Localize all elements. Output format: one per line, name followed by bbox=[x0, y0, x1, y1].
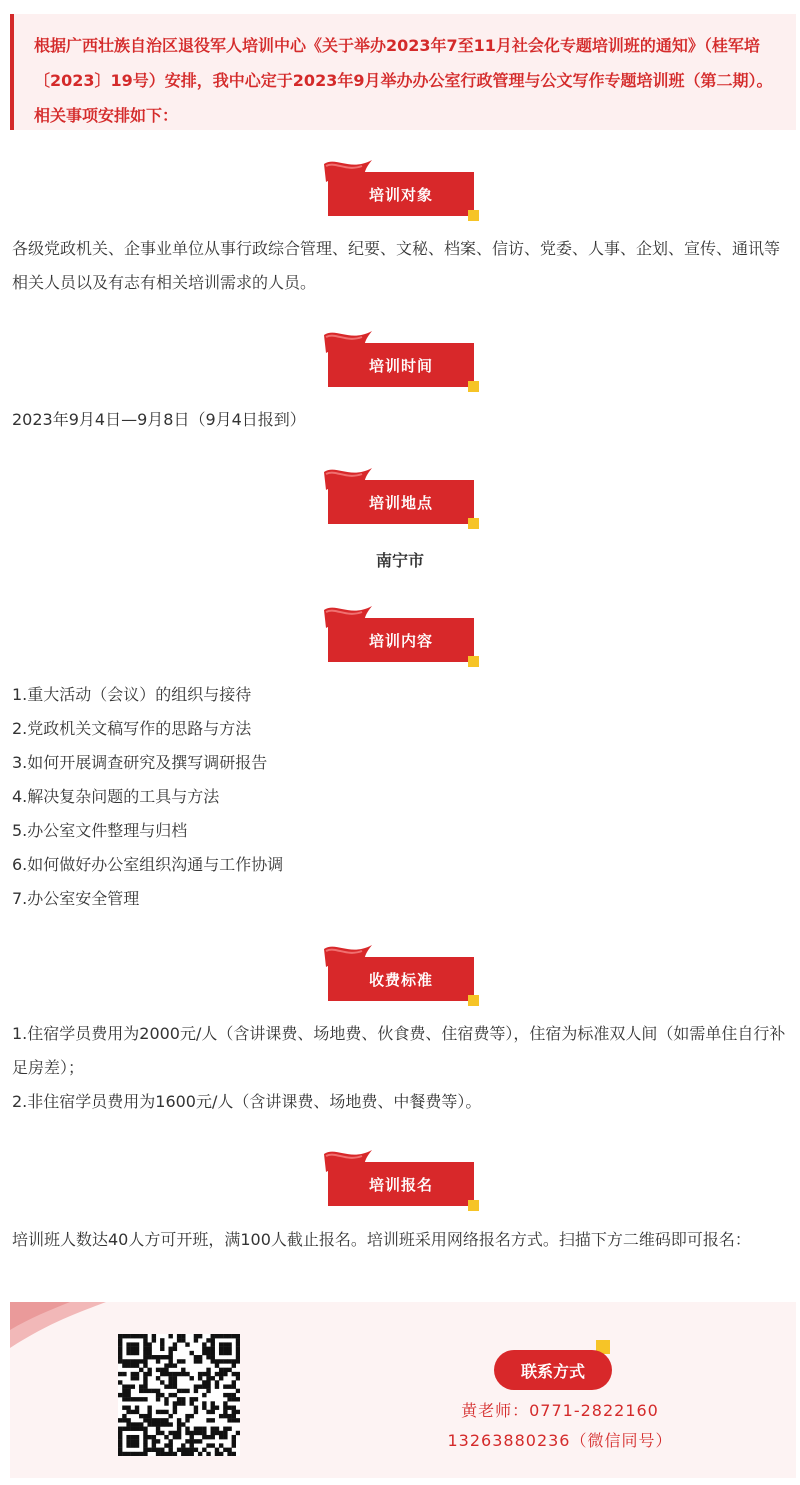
ribbon-decoration-icon bbox=[10, 1302, 106, 1348]
section-title-label: 培训地点 bbox=[328, 480, 474, 524]
list-item: 1.住宿学员费用为2000元/人（含讲课费、场地费、伙食费、住宿费等），住宿为标准双人间（如需单住自行补足房差）； bbox=[12, 1024, 786, 1077]
list-item: 3.如何开展调查研究及撰写调研报告 bbox=[12, 753, 268, 772]
list-item: 5.办公室文件整理与归档 bbox=[12, 821, 188, 840]
section-title-label: 培训对象 bbox=[328, 172, 474, 216]
target-text: 各级党政机关、企事业单位从事行政综合管理、纪要、文秘、档案、信访、党委、人事、企划、宣传、通讯等相关人员以及有志有相关培训需求的人员。 bbox=[12, 239, 781, 292]
corner-accent bbox=[468, 381, 479, 392]
section-title-fees bbox=[322, 943, 482, 1005]
qr-code-icon[interactable] bbox=[118, 1334, 240, 1456]
list-item: 2.党政机关文稿写作的思路与方法 bbox=[12, 719, 252, 738]
section-title-location bbox=[322, 466, 482, 528]
list-item: 4.解决复杂问题的工具与方法 bbox=[12, 787, 220, 806]
contact-badge: 联系方式 bbox=[494, 1350, 612, 1390]
corner-accent bbox=[468, 656, 479, 667]
corner-accent bbox=[468, 518, 479, 529]
contact-mobile-wechat: 13263880236（微信同号） bbox=[447, 1431, 673, 1450]
time-text: 2023年9月4日—9月8日（9月4日报到） bbox=[12, 410, 306, 429]
section-title-label: 培训内容 bbox=[328, 618, 474, 662]
list-item: 6.如何做好办公室组织沟通与工作协调 bbox=[12, 855, 284, 874]
section-title-label: 收费标准 bbox=[328, 957, 474, 1001]
corner-accent bbox=[468, 1200, 479, 1211]
list-item: 7.办公室安全管理 bbox=[12, 889, 140, 908]
section-title-label: 培训时间 bbox=[328, 343, 474, 387]
section-title-signup bbox=[322, 1148, 482, 1210]
content-list bbox=[12, 678, 794, 916]
corner-accent bbox=[468, 995, 479, 1006]
contact-panel bbox=[10, 1302, 796, 1478]
intro-notice: 根据广西壮族自治区退役军人培训中心《关于举办2023年7至11月社会化专题培训班的通知》（桂军培〔2023〕19号）安排，我中心定于2023年9月举办办公室行政管理与公文写作专题培训班（第二期）。相关事项安排如下： bbox=[10, 14, 796, 130]
section-title-time bbox=[322, 329, 482, 391]
section-title-content bbox=[322, 604, 482, 666]
list-item: 1.重大活动（会议）的组织与接待 bbox=[12, 685, 252, 704]
section-title-label: 培训报名 bbox=[328, 1162, 474, 1206]
fees-list bbox=[12, 1017, 794, 1119]
signup-text: 培训班人数达40人方可开班，满100人截止报名。培训班采用网络报名方式。扫描下方二维码即可报名： bbox=[12, 1230, 751, 1249]
section-title-target bbox=[322, 158, 482, 220]
location-text: 南宁市 bbox=[375, 551, 424, 570]
corner-accent bbox=[468, 210, 479, 221]
contact-teacher-phone: 黄老师：0771-2822160 bbox=[461, 1401, 659, 1420]
list-item: 2.非住宿学员费用为1600元/人（含讲课费、场地费、中餐费等）。 bbox=[12, 1092, 482, 1111]
